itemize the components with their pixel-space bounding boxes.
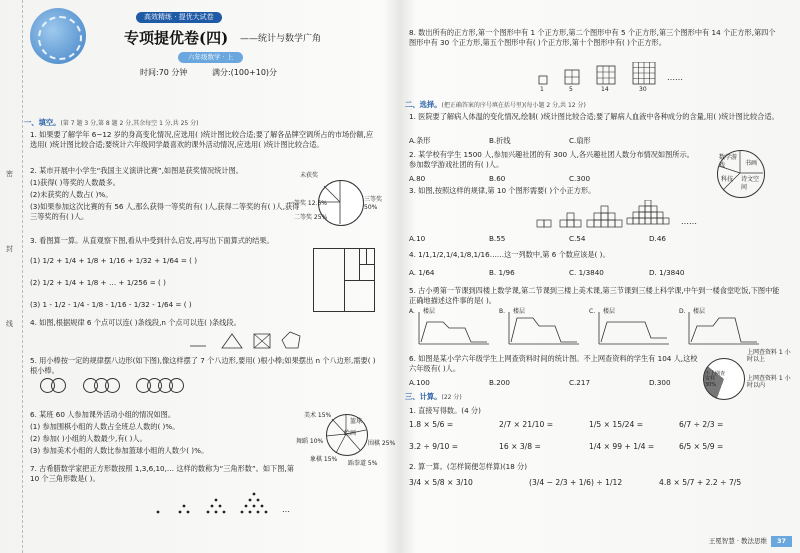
question-2a: (1)获得( )等奖的人数最多。 xyxy=(30,178,120,187)
calc-1: 1. 直接写得数。(4 分) xyxy=(409,406,481,415)
full-score: 满分:(100+10)分 xyxy=(211,68,278,77)
option-a-axis: 楼层 xyxy=(423,308,436,315)
section-fill-blank: 一、填空。(第 7 题 3 分,第 8 题 2 分,其余每空 1 分,共 25 分) xyxy=(24,118,199,127)
question-5: 5. 用小棒按一定的规律摆八边形(如下图),像这样摆了 7 个八边形,要用( )根小棒;如果摆出 n 个八边形,需要( )根小棒。 xyxy=(30,356,376,375)
calc-2-row: 3/4 × 5/8 × 3/10 (3/4 − 2/3 + 1/6) ÷ 1/12 4.8 × 5/7 + 2.2 ÷ 7/5 xyxy=(409,478,742,487)
option-b-axis: 楼层 xyxy=(513,308,526,315)
pie-label-dance: 舞蹈 10% xyxy=(296,438,324,445)
pie-label-poetry: 诗文空间 xyxy=(741,176,760,192)
question-1: 1. 如果要了解学年 6~12 岁的身高变化情况,应选用( )统计图比较合适;要了解各品牌空调所占的市场份额,应选用( )统计图比较合适;要统计六年级同学最喜欢的课外活动情况,应选用( )统计图比较合适。 xyxy=(30,130,374,149)
footer-brand: 王冕智慧 · 教法思维 xyxy=(708,537,767,546)
floor-chart-options xyxy=(409,308,789,348)
question-3b: (2) 1/2 + 1/4 + 1/8 + … + 1/256 = ( ) xyxy=(30,278,166,287)
section-note: (第 7 题 3 分,第 8 题 2 分,其余每空 1 分,共 25 分) xyxy=(60,120,199,127)
pie-label-drawing: 绘画 xyxy=(344,430,357,437)
block-pyramid-diagram xyxy=(533,200,713,230)
square-count-2: 5 xyxy=(569,86,573,93)
choice-1-options: A.条形 B.折线 C.扇形 xyxy=(409,136,591,145)
pie-label-go: 围棋 25% xyxy=(368,440,396,447)
pie-label-within-hour: 上网查资料 1 小时以内 xyxy=(747,375,791,389)
option-b-label: B. xyxy=(499,308,506,315)
calc-1-row-1: 1.8 × 5/6 = 2/7 × 21/10 = 1/5 × 15/24 = 6/7 ÷ 2/3 = xyxy=(409,420,724,429)
choice-5: 5. 古小勇第一节课到四楼上数学课,第二节课到三楼上美术课,第三节课到三楼上科学课,中午到一楼食堂吃饭,下图中能正确地描述这件事的是( )。 xyxy=(409,286,780,305)
page-number: 37 xyxy=(771,536,792,547)
question-8: 8. 数出所有的正方形,第一个图形中有 1 个正方形,第二个图形中有 5 个正方形,第三个图形中有 14 个正方形,第四个图形中有 30 个正方形,第五个图形中有( )个正方形,第十个图形中有( )个正方形。 xyxy=(409,28,776,47)
pie-label-tech: 科技 xyxy=(721,176,734,183)
pie-label-no-internet: 不上网查资料 30% xyxy=(705,371,726,388)
pie-label-calligraphy: 书画 xyxy=(745,160,758,167)
section-calculate: 三、计算。(22 分) xyxy=(405,392,462,401)
pie-label-over-hour: 上网查资料 1 小时以上 xyxy=(747,349,791,363)
pie-label-chess: 象棋 15% xyxy=(310,456,338,463)
svg-text:……: …… xyxy=(681,217,697,226)
pie-label-second: 二等奖 25% xyxy=(294,214,328,221)
choice-6-options: A.100 B.200 C.217 D.300 xyxy=(409,378,671,387)
question-3a: (1) 1/2 + 1/4 + 1/8 + 1/16 + 1/32 + 1/64 = ( ) xyxy=(30,256,198,265)
time-limit: 时间:70 分钟 xyxy=(140,68,188,77)
option-c-label: C. xyxy=(589,308,596,315)
left-page xyxy=(0,0,397,553)
question-4: 4. 如图,根据规律 6 个点可以连( )条线段,n 个点可以连( )条线段。 xyxy=(30,318,241,327)
svg-text:……: …… xyxy=(667,73,683,82)
question-2b: (2)未获奖的人数占( )%。 xyxy=(30,190,113,199)
pie-label-art: 美术 15% xyxy=(304,412,332,419)
gutter-label-line: 线 xyxy=(6,320,13,328)
question-6b: (2) 参加( )小组的人数最少,有( )人。 xyxy=(30,434,147,443)
option-a-label: A. xyxy=(409,308,415,315)
option-d-axis: 楼层 xyxy=(693,308,706,315)
choice-3-options: A.10 B.55 C.54 D.46 xyxy=(409,234,666,243)
option-c-axis: 楼层 xyxy=(603,308,616,315)
exam-title: 专项提优卷(四) xyxy=(124,29,229,47)
point-line-diagram xyxy=(186,330,306,352)
page-footer xyxy=(709,536,792,547)
question-6: 6. 某班 60 人参加课外活动小组的情况如图。 xyxy=(30,410,176,419)
square-count-1: 1 xyxy=(540,86,544,93)
pie-label-basketball: 篮球 xyxy=(350,418,363,425)
question-6c: (3) 参加美术小组的人数比参加篮球小组的人数少( )%。 xyxy=(30,446,209,455)
binding-gutter xyxy=(0,0,23,553)
question-6a: (1) 参加围棋小组的人数占全班总人数的( )%。 xyxy=(30,422,180,431)
mascot-logo-icon xyxy=(30,8,86,64)
calc-1-row-2: 3.2 ÷ 9/10 = 16 × 3/8 = 1/4 × 99 + 1/4 = 6/5 × 5/9 = xyxy=(409,442,724,451)
pie-label-first: 一等奖 12.5% xyxy=(288,200,327,207)
square-count-3: 14 xyxy=(601,86,609,93)
exam-banner xyxy=(28,8,388,88)
pie-label-taekwondo: 跆拳道 5% xyxy=(348,460,378,467)
gutter-label-seal: 密 xyxy=(6,170,13,178)
choice-6: 6. 如图是某小学六年级学生上网查资料时间的统计图。不上网查资料的学生有 104 人,这校六年级有( )人。 xyxy=(409,354,698,373)
grade-badge: 六年级数学 · 上 xyxy=(178,52,243,63)
choice-4: 4. 1/1,1/2,1/4,1/8,1/16……这一列数中,第 6 个数应该是( )。 xyxy=(409,250,610,259)
choice-2: 2. 某学校有学生 1500 人,参加兴趣社团的有 300 人,各兴趣社团人数分布情况如图所示。参加数学游戏社团的有( )人。 xyxy=(409,150,694,169)
question-7: 7. 古希腊数学家把正方形数按照 1,3,6,10,… 这样的数称为“三角形数”。如下图,第 10 个三角形数是( )。 xyxy=(30,464,294,483)
question-2c: (3)如果参加这次比赛的有 56 人,那么获得一等奖的有( )人,获得二等奖的有( )人,获得三等奖的有( )人。 xyxy=(30,202,300,221)
option-d-label: D. xyxy=(679,308,686,315)
fraction-square-diagram xyxy=(313,248,375,312)
pie-label-math-game: 数学游戏 xyxy=(719,154,738,170)
gutter-label-closed: 封 xyxy=(6,245,13,253)
pie-label-third: 三等奖 50% xyxy=(364,196,383,212)
exam-subtitle: ——统计与数学广角 xyxy=(240,34,322,44)
svg-text:…: … xyxy=(282,505,290,514)
time-score-line xyxy=(140,68,299,79)
choice-3: 3. 如图,按照这样的规律,第 10 个图形需要( )个小正方形。 xyxy=(409,186,596,195)
square-count-diagram xyxy=(533,62,693,92)
section-note: (22 分) xyxy=(441,394,462,401)
series-label: 高效精练 · 提优大试卷 xyxy=(136,12,222,23)
question-3: 3. 看图算一算。从直观察下图,看从中受到什么启发,再写出下面算式的结果。 xyxy=(30,236,274,245)
square-count-4: 30 xyxy=(639,86,647,93)
question-2: 2. 某市开展中小学生“我国主义演讲比赛”,如图是获奖情况统计图。 xyxy=(30,166,243,175)
octagon-chain-diagram xyxy=(40,378,180,396)
club-pie-chart xyxy=(705,146,775,210)
choice-2-options: A.80 B.60 C.300 xyxy=(409,174,591,183)
internet-pie-chart xyxy=(703,350,795,406)
right-page xyxy=(403,0,800,553)
calc-2: 2. 算一算。(怎样简便怎样算)(18 分) xyxy=(409,462,528,471)
pie-label-no-award: 未获奖 xyxy=(300,172,319,179)
activity-pie-chart xyxy=(296,408,396,472)
choice-1: 1. 医院要了解病人体温的变化情况,绘制( )统计图比较合适;要了解病人血液中各种成分的含量,用( )统计图比较合适。 xyxy=(409,112,779,121)
triangle-number-diagram xyxy=(150,488,310,518)
award-pie-chart xyxy=(288,172,390,242)
section-note: (把正确答案的序号填在括号里)(每小题 2 分,共 12 分) xyxy=(441,102,586,109)
choice-4-options: A. 1/64 B. 1/96 C. 1/3840 D. 1/3840 xyxy=(409,268,685,277)
question-3c: (3) 1 - 1/2 - 1/4 - 1/8 - 1/16 - 1/32 - 1/64 = ( ) xyxy=(30,300,192,309)
section-choice: 二、选择。(把正确答案的序号填在括号里)(每小题 2 分,共 12 分) xyxy=(405,100,586,109)
